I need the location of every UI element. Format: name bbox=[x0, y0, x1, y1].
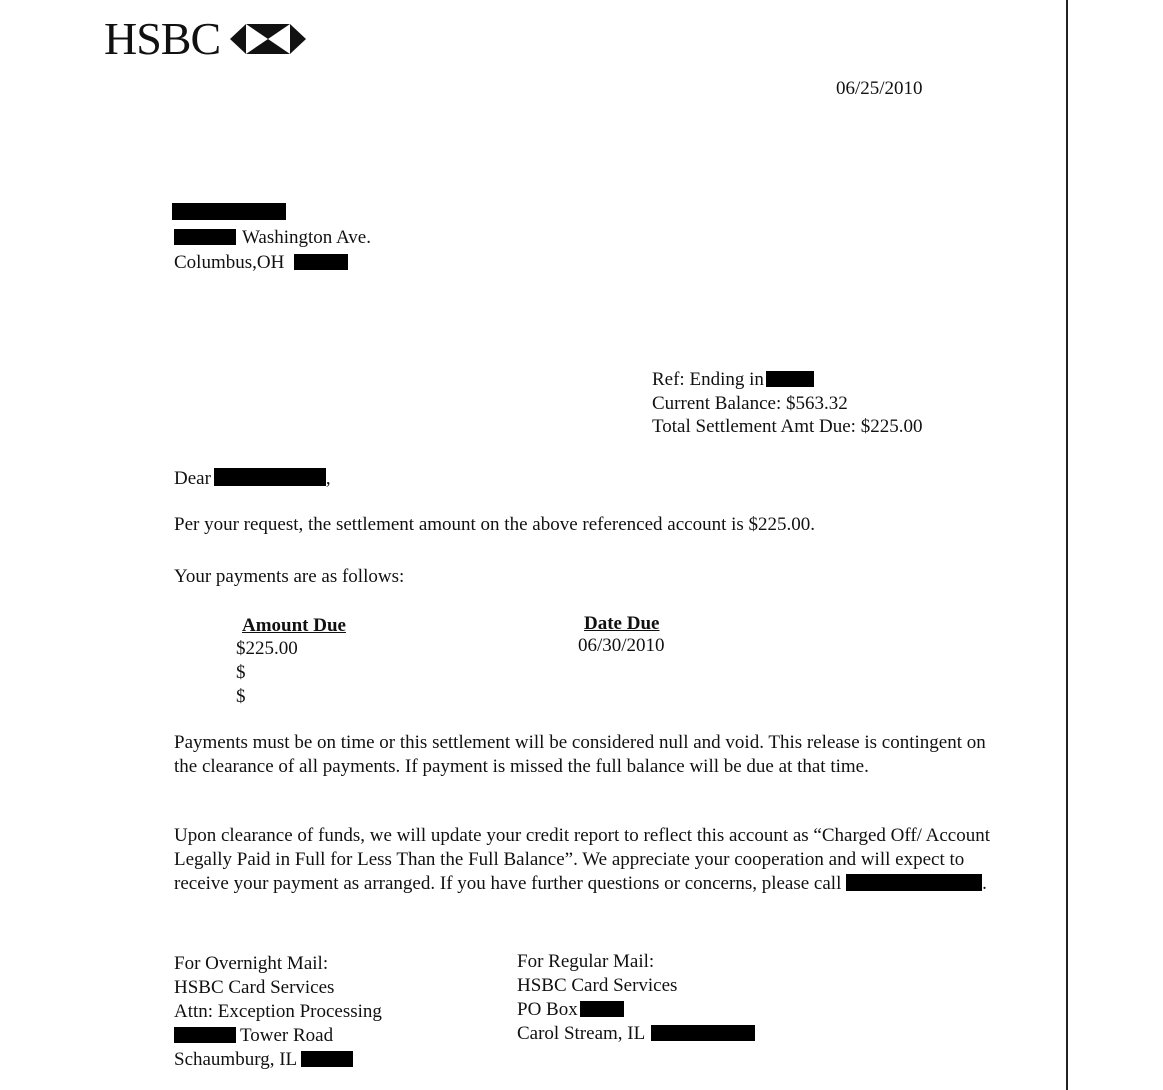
overnight-title: For Overnight Mail: bbox=[174, 953, 329, 974]
overnight-city: Schaumburg, IL bbox=[174, 1048, 382, 1072]
payment-row-amount: $ bbox=[236, 686, 246, 707]
paragraph-terms: Payments must be on time or this settlement will be considered null and void. This release is contingent on the clearance of all payments. If payment is missed the full balance will be due at that time. bbox=[174, 732, 986, 777]
redacted-street-number bbox=[174, 229, 236, 245]
payment-row-amount: $ bbox=[236, 662, 246, 683]
current-balance: Current Balance: $563.32 bbox=[652, 393, 848, 414]
redacted-name bbox=[172, 203, 286, 220]
recipient-street: Washington Ave. bbox=[174, 226, 371, 250]
redacted-street-number bbox=[174, 1027, 236, 1043]
payment-row-amount: $225.00 bbox=[236, 638, 298, 659]
regular-pobox: PO Box bbox=[517, 998, 755, 1022]
reference-line: Ref: Ending in bbox=[652, 368, 814, 392]
overnight-line: Attn: Exception Processing bbox=[174, 1001, 382, 1022]
salutation: Dear , bbox=[174, 468, 331, 489]
redacted-account-ending bbox=[766, 371, 814, 387]
overnight-line: HSBC Card Services bbox=[174, 977, 335, 998]
regular-line: HSBC Card Services bbox=[517, 975, 678, 996]
paragraph-credit-report: Upon clearance of funds, we will update your credit report to reflect this account as “Charged Off/ Account Legally Paid in Full for Less Than the Full Balance”. We appreciate your cooperation and will expect to receive your payment as arranged. If you have further questions or concerns, please call . bbox=[174, 825, 991, 894]
overnight-street: Tower Road bbox=[174, 1024, 382, 1048]
regular-title: For Regular Mail: bbox=[517, 951, 655, 972]
redacted-zip bbox=[651, 1025, 755, 1041]
redacted-zip bbox=[294, 254, 348, 270]
redacted-zip bbox=[301, 1051, 353, 1067]
payment-row-date: 06/30/2010 bbox=[578, 635, 665, 656]
regular-mail-address bbox=[517, 950, 755, 1046]
date-due-header: Date Due bbox=[584, 613, 660, 634]
redacted-po-box bbox=[580, 1001, 624, 1017]
amount-due-header: Amount Due bbox=[242, 615, 346, 636]
settlement-amount-due: Total Settlement Amt Due: $225.00 bbox=[652, 416, 923, 437]
recipient-city: Columbus,OH bbox=[174, 251, 348, 275]
hsbc-logo bbox=[104, 13, 306, 64]
redacted-phone-number bbox=[846, 874, 982, 891]
regular-city: Carol Stream, IL bbox=[517, 1022, 755, 1046]
redacted-recipient-name bbox=[214, 468, 326, 486]
hexagon-logo-icon bbox=[230, 22, 306, 56]
page-edge-line bbox=[1066, 0, 1068, 1090]
logo-text: HSBC bbox=[104, 13, 221, 64]
letter-date: 06/25/2010 bbox=[836, 78, 923, 99]
paragraph-payments-intro: Your payments are as follows: bbox=[174, 566, 405, 587]
overnight-mail-address bbox=[174, 952, 382, 1072]
paragraph-settlement: Per your request, the settlement amount on the above referenced account is $225.00. bbox=[174, 514, 816, 535]
